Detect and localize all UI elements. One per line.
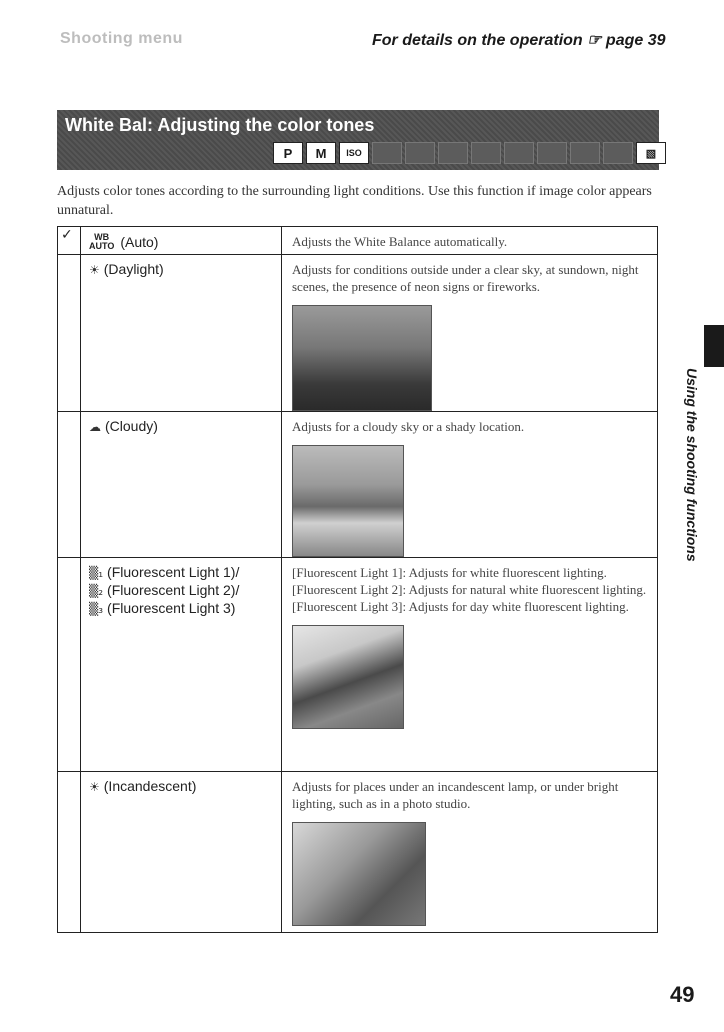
cloudy-icon: ☁ (89, 420, 101, 434)
mode-p: P (273, 142, 303, 164)
fluorescent-3-description: [Fluorescent Light 3]: Adjusts for day white fluorescent lighting. (292, 599, 629, 614)
fluorescent-2-icon: ▒₂ (89, 584, 104, 598)
cloudy-sample-photo (292, 445, 404, 557)
fluorescent-1-icon: ▒₁ (89, 566, 104, 580)
banner-title: White Bal: Adjusting the color tones (65, 115, 375, 135)
mode-empty-7 (570, 142, 600, 164)
table-row (58, 558, 658, 772)
wb-icon-top: WB (94, 232, 110, 242)
table-row (58, 227, 658, 255)
check-cell (58, 558, 81, 772)
daylight-description: Adjusts for conditions outside under a clear sky, at sundown, night scenes, the presence of neon signs or fireworks. (292, 262, 639, 294)
check-cell (58, 412, 81, 558)
check-cell (58, 227, 81, 255)
white-balance-table (57, 226, 658, 933)
cloudy-label: (Cloudy) (105, 418, 158, 434)
mode-m: M (306, 142, 336, 164)
cloudy-description: Adjusts for a cloudy sky or a shady location. (292, 419, 525, 434)
auto-description: Adjusts the White Balance automatically. (292, 234, 508, 249)
fluorescent-sample-photo (292, 625, 404, 729)
daylight-label: (Daylight) (103, 261, 164, 277)
wb-icon-bottom: AUTO (89, 241, 115, 251)
daylight-sample-photo (292, 305, 432, 411)
mode-empty-4 (471, 142, 501, 164)
incandescent-sample-photo (292, 822, 426, 926)
label-cell (81, 255, 282, 412)
incandescent-label: (Incandescent) (103, 778, 197, 794)
fluorescent-3-icon: ▒₃ (89, 602, 104, 616)
table-row (58, 255, 658, 412)
sidebar-tab-marker (704, 325, 724, 367)
auto-label: (Auto) (120, 234, 159, 250)
desc-cell (282, 412, 658, 558)
title-banner (57, 110, 659, 170)
page-reference: For details on the operation ☞ page 39 (372, 32, 666, 49)
desc-cell (282, 227, 658, 255)
fluorescent-2-label: (Fluorescent Light 2)/ (107, 582, 240, 598)
mode-empty-5 (504, 142, 534, 164)
mode-empty-1 (372, 142, 402, 164)
mode-indicators (273, 142, 666, 164)
mode-empty-3 (438, 142, 468, 164)
label-cell (81, 412, 282, 558)
check-icon: ✓ (61, 227, 73, 243)
fluorescent-2-description: [Fluorescent Light 2]: Adjusts for natural white fluorescent lighting. (292, 582, 647, 597)
label-cell (81, 772, 282, 933)
desc-cell (282, 772, 658, 933)
daylight-icon: ☀ (89, 263, 100, 277)
section-header: Shooting menu (60, 30, 183, 47)
desc-cell (282, 558, 658, 772)
check-cell (58, 772, 81, 933)
label-cell (81, 227, 282, 255)
mode-iso: ISO (339, 142, 369, 164)
incandescent-icon: ☀ (89, 780, 100, 794)
sidebar-section-label: Using the shooting functions (684, 368, 700, 562)
page-number: 49 (670, 982, 695, 1007)
wb-auto-icon (89, 233, 114, 251)
fluorescent-1-description: [Fluorescent Light 1]: Adjusts for white fluorescent lighting. (292, 565, 607, 580)
mode-empty-2 (405, 142, 435, 164)
table-row (58, 412, 658, 558)
mode-empty-8 (603, 142, 633, 164)
check-cell (58, 255, 81, 412)
intro-text: Adjusts color tones according to the surrounding light conditions. Use this function if image color appears unnatural. (57, 184, 652, 218)
movie-mode-icon: ▧ (636, 142, 666, 164)
table-row (58, 772, 658, 933)
mode-empty-6 (537, 142, 567, 164)
fluorescent-1-label: (Fluorescent Light 1)/ (107, 564, 240, 580)
incandescent-description: Adjusts for places under an incandescent lamp, or under bright lighting, such as in a photo studio. (292, 779, 619, 811)
desc-cell (282, 255, 658, 412)
label-cell (81, 558, 282, 772)
fluorescent-3-label: (Fluorescent Light 3) (107, 600, 236, 616)
